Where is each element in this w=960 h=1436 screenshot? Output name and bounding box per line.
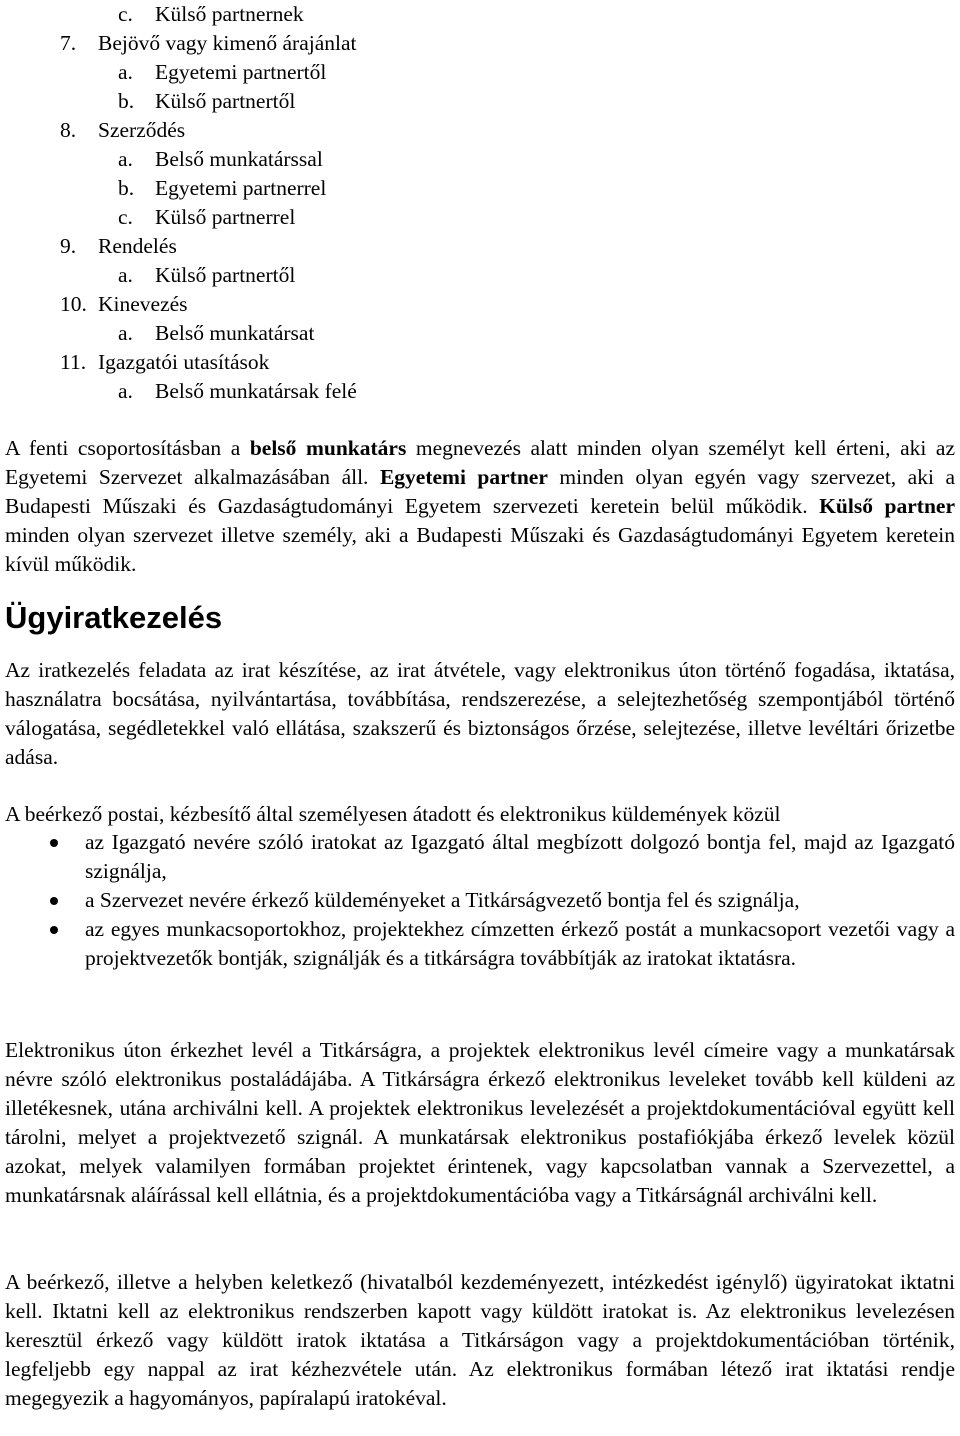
intro-paragraph: A beérkező postai, kézbesítő által személyesen átadott és elektronikus küldemények közül (5, 802, 781, 826)
list-item: Szerződés (98, 118, 186, 142)
term-belso-munkatars: belső munkatárs (249, 436, 407, 460)
list-item: Bejövő vagy kimenő árajánlat (98, 31, 357, 55)
list-item: Belső munkatársat (155, 321, 315, 345)
list-marker: 7. (60, 31, 77, 55)
list-item: Igazgatói utasítások (98, 350, 270, 374)
list-item: Rendelés (98, 234, 177, 258)
list-marker: a. (118, 321, 133, 345)
list-marker: a. (118, 263, 133, 287)
list-item: Külső partnertől (155, 263, 296, 287)
section-heading: Ügyiratkezelés (5, 600, 223, 635)
list-marker: 9. (60, 234, 77, 258)
list-item: Kinevezés (98, 292, 188, 316)
list-item: Belső munkatársak felé (155, 379, 357, 403)
definitions-paragraph (5, 434, 955, 579)
list-item: Belső munkatárssal (155, 147, 323, 171)
paragraph-text: minden olyan egyén vagy szervezet, aki a Budapesti Műszaki és Gazdaságtudományi Egyetem szervezeti keretein belül működik. (5, 465, 956, 518)
paragraph-text: megnevezés alatt minden olyan személyt kell érteni, aki az Egyetemi Szervezet alkalmazásában áll. (5, 436, 955, 489)
iktatas-paragraph: A beérkező, illetve a helyben keletkező (hivatalból kezdeményezett, intézkedést igénylő) ügyiratokat iktatni kell. Iktatni kell az elektronikus rendszerben kapott vagy küldött iratokat is. Az elektronikus levelezésen keresztül érkező vagy küldött iratok iktatása a Titkárságon vagy a projektdokumentációban történik, legfeljebb egy nappal az irat kézhezvétele után. Az elektronikus formában létező irat iktatási rendje megegyezik a hagyományos, papíralapú iratokéval. (5, 1270, 955, 1410)
bullet-list (5, 828, 955, 973)
list-item: Egyetemi partnertől (155, 60, 327, 84)
list-item: Külső partnertől (155, 89, 296, 113)
list-item: Külső partnernek (155, 2, 304, 26)
list-marker: 8. (60, 118, 77, 142)
elektronikus-paragraph: Elektronikus úton érkezhet levél a Titkárságra, a projektek elektronikus levél címeire vagy a munkatársak névre szóló elektronikus postaládájába. A Titkárságra érkező elektronikus leveleket tovább kell küldeni az illetékesnek, utána archiválni kell. A projektek elektronikus levelezését a projektdokumentációval együtt kell tárolni, melyet a projektvezető szignál. A munkatársak elektronikus postafiókjába érkező levelek közül azokat, melyek valamilyen formában projektet érintenek, vagy kapcsolatban vannak a Szervezettel, a munkatársnak aláírással kell ellátnia, és a projektdokumentációba vagy a Titkárságnál archiválni kell. (5, 1038, 955, 1207)
term-egyetemi-partner: Egyetemi partner (379, 465, 548, 489)
list-marker: a. (118, 147, 133, 171)
bullet-item (5, 915, 955, 973)
term-kulso-partner: Külső partner (819, 494, 955, 518)
bullet-text: a Szervezet nevére érkező küldeményeket a Titkárságvezető bontja fel és szignálja, (85, 888, 800, 912)
list-marker: c. (118, 2, 133, 26)
bullet-icon (50, 839, 58, 847)
list-marker: 10. (60, 292, 87, 316)
paragraph-text: A fenti csoportosításban a (5, 436, 250, 460)
list-item: Egyetemi partnerrel (155, 176, 327, 200)
list-marker: 11. (60, 350, 87, 374)
bullet-text: az Igazgató nevére szóló iratokat az Igazgató által megbízott dolgozó bontja fel, majd az Igazgató szignálja, (85, 830, 955, 883)
list-marker: a. (118, 60, 133, 84)
bullet-icon (50, 926, 58, 934)
bullet-item (5, 886, 955, 915)
list-marker: b. (118, 89, 135, 113)
list-marker: c. (118, 205, 133, 229)
list-item: Külső partnerrel (155, 205, 296, 229)
list-marker: a. (118, 379, 133, 403)
bullet-text: az egyes munkacsoportokhoz, projektekhez címzetten érkező postát a munkacsoport vezetői vagy a projektvezetők bontják, szignálják és a titkárságra továbbítják az iratokat iktatásra. (85, 917, 955, 970)
paragraph-text: minden olyan szervezet illetve személy, aki a Budapesti Műszaki és Gazdaságtudományi Egyetem keretein kívül működik. (5, 523, 955, 576)
iratkezeles-paragraph: Az iratkezelés feladata az irat készítése, az irat átvétele, vagy elektronikus úton történő fogadása, iktatása, használatra bocsátása, nyilvántartása, továbbítása, rendszerezése, a selejtezhetőség szempontjából történő válogatása, segédletekkel való ellátása, szakszerű és biztonságos őrzése, selejtezése, illetve levéltári őrizetbe adása. (5, 658, 955, 769)
bullet-icon (50, 897, 58, 905)
bullet-item (5, 828, 955, 886)
list-marker: b. (118, 176, 135, 200)
